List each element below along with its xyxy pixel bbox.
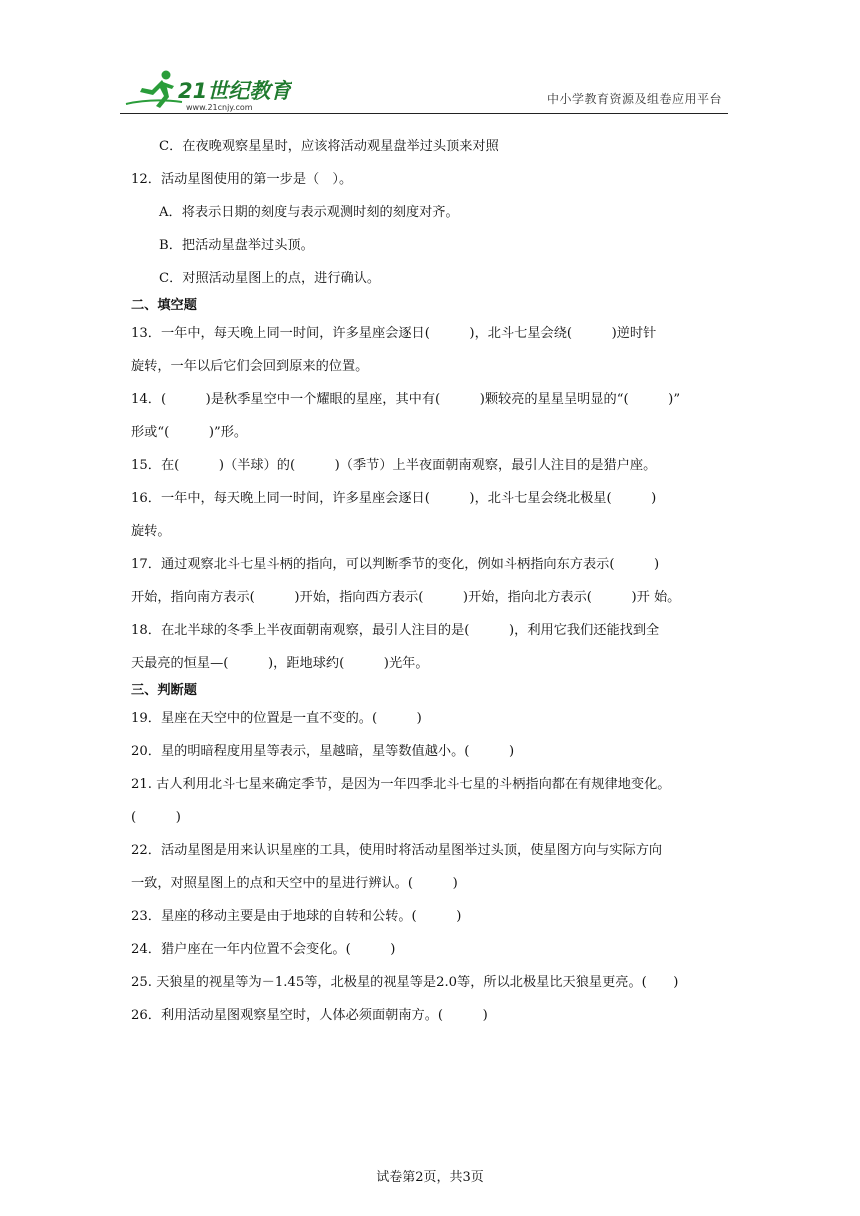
question-line: 旋转。 [131, 524, 171, 539]
question-line: 一致，对照星图上的点和天空中的星进行辨认。( ) [131, 876, 458, 891]
question-line: 天最亮的恒星—( )，距地球约( )光年。 [131, 656, 429, 671]
question-line: 形或“( )”形。 [131, 425, 248, 440]
question-line: 14．( )是秋季星空中一个耀眼的星座，其中有( )颗较亮的星星呈明显的“( )” [131, 392, 681, 407]
page-header [120, 66, 728, 114]
platform-name: 中小学教育资源及组卷应用平台 [546, 92, 722, 106]
answer-option: A．将表示日期的刻度与表示观测时刻的刻度对齐。 [159, 205, 459, 220]
answer-option: B．把活动星盘举过头顶。 [159, 238, 314, 253]
question-line: 23．星座的移动主要是由于地球的自转和公转。( ) [131, 909, 462, 924]
question-line: 26．利用活动星图观察星空时，人体必须面朝南方。( ) [131, 1008, 488, 1023]
answer-option: C．对照活动星图上的点，进行确认。 [159, 271, 381, 286]
question-line: 12．活动星图使用的第一步是（ ）。 [131, 172, 353, 187]
question-line: 20．星的明暗程度用星等表示，星越暗，星等数值越小。( ) [131, 744, 515, 759]
question-line: ( ) [131, 810, 181, 825]
question-line: 15．在( )（半球）的( )（季节）上半夜面朝南观察，最引人注目的是猎户座。 [131, 458, 657, 473]
question-line: 18．在北半球的冬季上半夜面朝南观察，最引人注目的是( )，利用它我们还能找到全 [131, 623, 660, 638]
runner-icon [126, 71, 182, 109]
question-line: 16．一年中，每天晚上同一时间，许多星座会逐日( )，北斗七星会绕北极星( ) [131, 491, 657, 506]
logo [122, 68, 292, 112]
exam-content [131, 130, 733, 1032]
question-line: 22．活动星图是用来认识星座的工具，使用时将活动星图举过头顶，使星图方向与实际方向 [131, 843, 663, 858]
logo-sub-text: www.21cnjy.com [186, 103, 253, 112]
question-line: 17．通过观察北斗七星斗柄的指向，可以判断季节的变化，例如斗柄指向东方表示( ) [131, 557, 660, 572]
question-line: 开始，指向南方表示( )开始，指向西方表示( )开始，指向北方表示( )开 始。 [131, 590, 681, 605]
section-heading: 三、判断题 [131, 683, 197, 698]
question-line: 旋转，一年以后它们会回到原来的位置。 [131, 359, 369, 374]
question-line: 13．一年中，每天晚上同一时间，许多星座会逐日( )，北斗七星会绕( )逆时针 [131, 326, 657, 341]
header-divider [120, 113, 728, 114]
logo-main-text: 21世纪教育 [178, 79, 292, 103]
answer-option: C．在夜晚观察星星时，应该将活动观星盘举过头顶来对照 [159, 139, 499, 154]
section-heading: 二、填空题 [131, 298, 197, 313]
question-line: 21. 古人利用北斗七星来确定季节，是因为一年四季北斗七星的斗柄指向都在有规律地变化。 [131, 777, 671, 792]
page-footer: 试卷第2页，共3页 [376, 1170, 484, 1185]
question-line: 19．星座在天空中的位置是一直不变的。( ) [131, 711, 422, 726]
question-line: 24．猎户座在一年内位置不会变化。( ) [131, 942, 396, 957]
question-line: 25. 天狼星的视星等为－1.45等，北极星的视星等是2.0等，所以北极星比天狼星更亮。( ) [131, 975, 679, 990]
